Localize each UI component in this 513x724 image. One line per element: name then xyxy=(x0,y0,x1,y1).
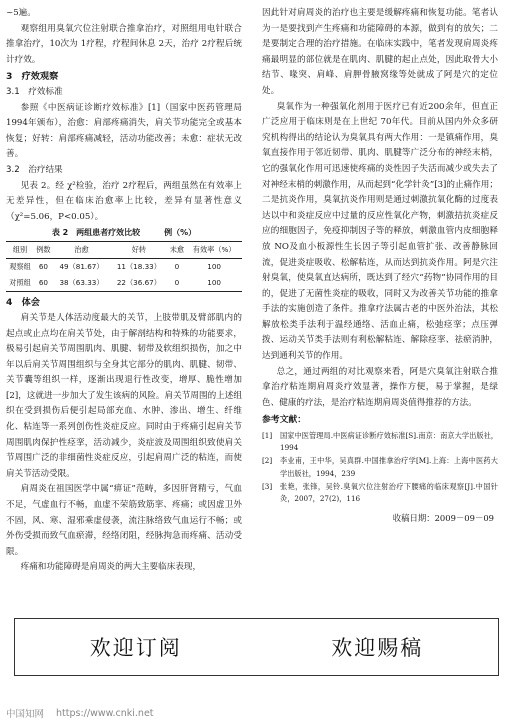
table-cell: 观察组 xyxy=(9,262,31,272)
reference-text: 张艳，张锋，吴铃.臭氧穴位注射治疗下腰痛的临床观察[J].中国针灸，2007，27(2)，116 xyxy=(280,481,498,504)
results-table xyxy=(6,241,242,292)
table-cell: 0 xyxy=(174,262,180,272)
table-header: 有效率（%） xyxy=(186,242,242,259)
reference-number: [2] xyxy=(262,456,273,466)
table-header: 组别 xyxy=(6,242,34,259)
table-cell: 49（81.67） xyxy=(59,262,104,272)
watermark-footer xyxy=(6,704,506,722)
table-cell: 22（36.67） xyxy=(110,275,167,292)
paragraph: 见表 2。经 χ²检验，治疗 2疗程后，两组虽然在有效率上无差异性，但在临床治愈率上比较，差异有显著性意义（χ²=5.06，P<0.05）。 xyxy=(6,180,242,222)
reference-item xyxy=(262,455,498,479)
promo-banner xyxy=(14,618,499,676)
subsection-heading: 3.2 治疗结果 xyxy=(6,164,63,175)
section-heading: 4 体会 xyxy=(6,297,40,309)
paragraph: 总之，通过两组的对比观察来看，阿是穴臭氧注射联合推拿治疗粘连期肩周炎疗效显著，操作方便，易于掌握，是绿色、健康的疗法，是治疗粘连期肩周炎值得推荐的方法。 xyxy=(262,366,498,408)
table-header: 治愈 xyxy=(53,242,110,259)
paragraph: 肩周炎在祖国医学中属“痹证”范畴，多因肝肾精亏，气血不足，气虚血行不畅，血虚不荣筋致筋挛、疼痛；或因虚卫外不固，风、寒、湿邪乘虚侵袭，流注脉络致气血运行不畅；或外伤受损而致气血瘀滞，经络闭阻，经脉拘急而疼痛、活动受限。 xyxy=(6,484,242,557)
subsection-heading: 3.1 疗效标准 xyxy=(6,86,63,97)
reference-number: [1] xyxy=(262,431,273,441)
reference-number: [3] xyxy=(262,481,273,491)
reference-item xyxy=(262,430,498,454)
paragraph: 因此针对肩周炎的治疗也主要是缓解疼痛和恢复功能。笔者认为一是要找到产生疼痛和功能障碍的本源，做到有的放矢；二是要制定合理的治疗措施。在临床实践中，笔者发现肩周炎疼痛最明显的部位就是在肌肉、肌腱的起止点处，因此取骨大小结节、喙突、肩峰、肩胛骨腋窝缘等处就成了阿是穴的定位处。 xyxy=(262,8,498,96)
table-cell: 0 xyxy=(168,275,187,292)
table-header: 好转 xyxy=(110,242,167,259)
left-column xyxy=(6,6,242,576)
table-row xyxy=(6,259,242,276)
reference-text: 李业甫，王中华，吴真群.中国推拿治疗学[M].上海：上海中医药大学出版社，1994，239 xyxy=(280,456,498,478)
table-cell: 60 xyxy=(38,262,49,272)
table-header: 例数 xyxy=(34,242,53,259)
reference-item xyxy=(262,481,498,505)
paragraph: ~5遍。 xyxy=(6,8,36,18)
table-cell: 38（63.33） xyxy=(53,275,110,292)
submit-text: 欢迎赐稿 xyxy=(331,636,424,660)
table-cell: 对照组 xyxy=(6,275,34,292)
site-url[interactable]: https://www.cnki.net xyxy=(56,707,154,719)
table-header: 未愈 xyxy=(168,242,187,259)
table-cell: 11（18.33） xyxy=(116,262,161,272)
table-caption: 表 2 两组患者疗效比较 例（%） xyxy=(51,228,197,238)
table-row xyxy=(6,275,242,292)
section-heading: 3 疗效观察 xyxy=(6,71,59,83)
table-cell: 60 xyxy=(34,275,53,292)
site-name: 中国知网 xyxy=(6,709,45,720)
paragraph: 疼痛和功能障碍是肩周炎的两大主要临床表现， xyxy=(20,562,202,573)
paragraph: 观察组用臭氧穴位注射联合推拿治疗，对照组用电针联合推拿治疗，10次为 1疗程，疗程间休息 2天，治疗 2疗程后统计疗效。 xyxy=(6,23,242,65)
paragraph: 参照《中医病证诊断疗效标准》[1]（国家中医药管理局 1994年颁布），治愈：肩部疼痛消失，肩关节功能完全或基本恢复；好转：肩部疼痛减轻，活动功能改善；未愈：症状无改善。 xyxy=(6,102,242,160)
paragraph: 臭氧作为一种强氧化剂用于医疗已有近200余年，但直正广泛应用于临床则是在上世纪 70年代。目前从国内外众多研究机构得出的结论认为臭氧具有两大作用：一是镇痛作用，臭氧直接作用于邻近韧带、肌肉、肌腱等广泛分布的神经末梢，它的强氧化作用可迅速使疼痛的炎性因子失活而减少或失去了对神经末梢的刺激作用，从而起到“化学针灸”[3]的止痛作用；二是抗炎作用，臭氧抗炎作用则是通过刺激抗氧化酶的过度表达以中和炎症反应中过量的反应性氧化产物，刺激拮抗炎症反应的细胞因子，免疫抑制因子等的释放，刺激血管内皮细胞释放 NO及血小板源性生长因子等引起血管扩张、改善静脉回流，促进炎症吸收、松解粘连，从而达到抗炎作用。阿是穴注射臭氧，使臭氧直达病所，既达到了经穴“药物”协同作用的目的，促进了无菌性炎症的吸收，同时又为改善关节功能的推拿手法的实施创造了条件。推拿疗法属古老的中医外治法，其松解放松类手法利于温经通络、活血止痛，松弛痉挛；点压弹拨、运动关节类手法则有利松解粘连、解除痉挛、祛瘀消肿，达到通利关节的作用。 xyxy=(262,101,498,362)
paragraph: 肩关节是人体活动度最大的关节，上肢带肌及臂部肌内的起点或止点均在肩关节处，由于解剖结构和特殊的功能要求，极易引起肩关节周围肌肉、肌腱、韧带及软组织损伤，加之中年以后肩关节周围组织与全身其它部分的肌肉、肌腱、韧带、关节囊等组织一样，逐渐出现退行性改变，增厚、脆性增加[2]，这就进一步加大了发生该病的风险。肩关节周围的上述组织在受到损伤后便引起局部充血、水肿、渗出、增生、纤维化、粘连等一系列创伤性炎症反应。同时由于疼痛引起肩关节周围肌肉保护性痉挛，活动减少，炎症波及周围组织致使肩关节周围广泛的非细菌性炎症反应，引起肩周广泛的粘连，而使肩关节活动受限。 xyxy=(6,312,242,479)
table-cell: 100 xyxy=(207,262,221,272)
references-heading: 参考文献： xyxy=(262,415,306,426)
reference-text: 国家中医管理局.中医病证诊断疗效标准[S].南京：南京大学出版社，1994 xyxy=(280,431,498,453)
received-date: 收稿日期：2009－09－09 xyxy=(392,513,494,524)
subscribe-text: 欢迎订阅 xyxy=(89,636,182,660)
table-cell: 100 xyxy=(186,275,242,292)
right-column xyxy=(262,6,498,527)
